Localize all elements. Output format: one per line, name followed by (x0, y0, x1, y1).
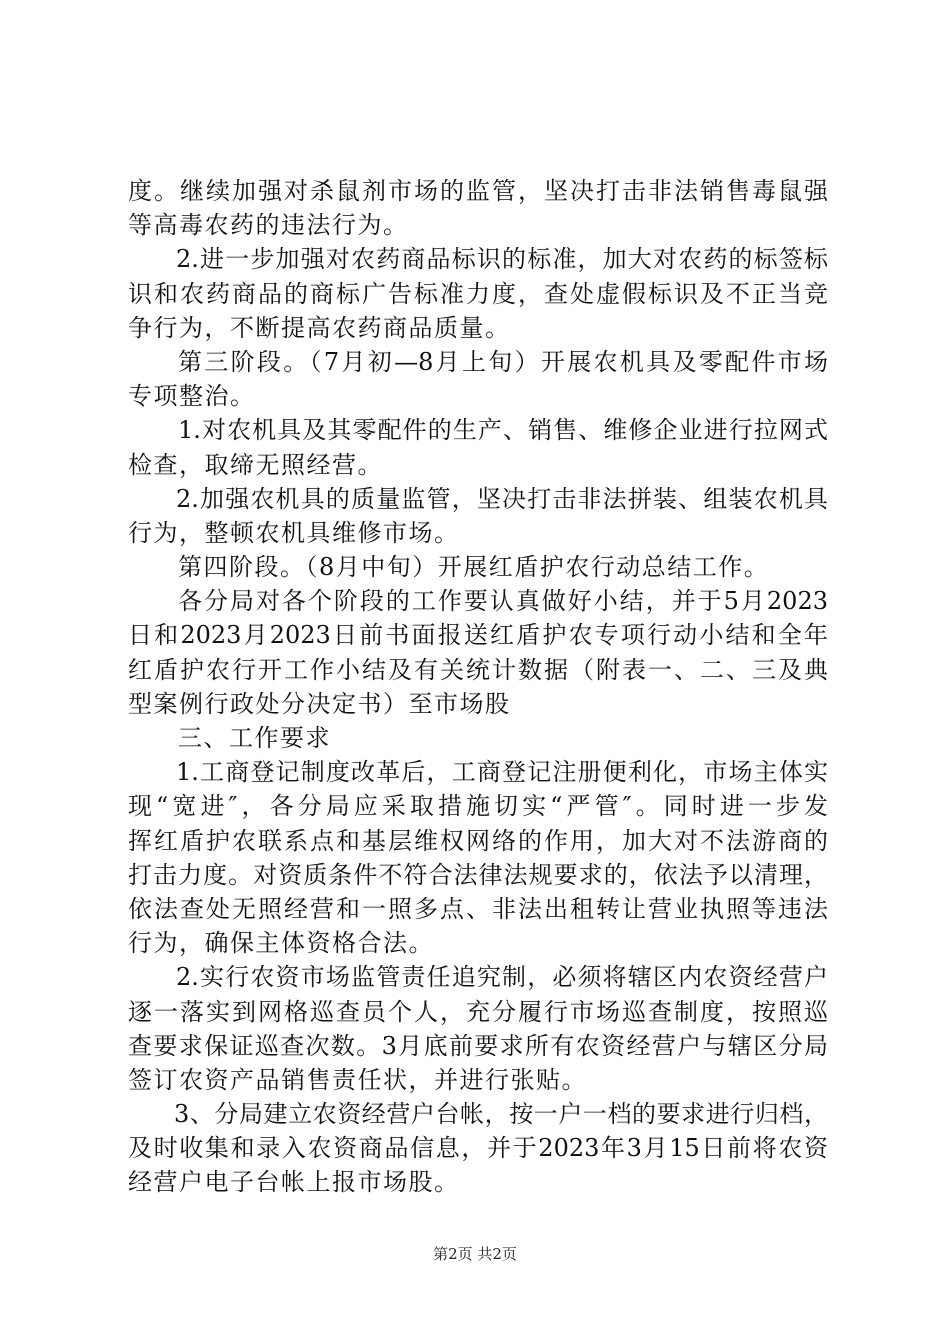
text-line: 日和2023月2023日前书面报送红盾护农专项行动小结和全年 (128, 621, 828, 650)
text-line: 检查，取缔无照经营。 (128, 450, 383, 479)
text-line: 打击力度。对资质条件不符合法律法规要求的，依法予以清理， (128, 860, 828, 889)
section-heading: 三、工作要求 (178, 724, 331, 752)
text-line: 及时收集和录入农资商品信息，并于2023年3月15日前将农资 (128, 1134, 828, 1163)
text-line: 专项整治。 (128, 382, 256, 411)
text-line: 3、分局建立农资经营户台帐，按一户一档的要求进行归档， (174, 1100, 828, 1129)
section-heading: 第四阶段。（8月中旬）开展红盾护农行动总结工作。 (178, 553, 770, 582)
page-footer: 第2页 共2页 (433, 1245, 517, 1263)
text-line: 度。继续加强对杀鼠剂市场的监管，坚决打击非法销售毒鼠强 (128, 177, 828, 205)
text-line: 挥红盾护农联系点和基层维权网络的作用，加大对不法游商的 (128, 826, 828, 855)
section-heading: 第三阶段。（7月初—8月上旬）开展农机具及零配件市场 (178, 347, 828, 376)
text-line: 1.工商登记制度改革后，工商登记注册便利化，市场主体实 (176, 758, 828, 787)
text-line: 争行为，不断提高农药商品质量。 (128, 313, 511, 342)
text-line: 依法查处无照经营和一照多点、非法出租转让营业执照等违法 (128, 894, 828, 923)
text-line: 2.加强农机具的质量监管，坚决打击非法拼装、组装农机具 (176, 484, 828, 513)
text-line: 各分局对各个阶段的工作要认真做好小结，并于5月2023 (178, 587, 828, 616)
text-line: 2.实行农资市场监管责任追究制，必须将辖区内农资经营户 (176, 963, 828, 992)
text-line: 识和农药商品的商标广告标准力度，查处虚假标识及不正当竞 (128, 279, 828, 308)
text-line: 行为，整顿农机具维修市场。 (128, 518, 460, 547)
text-line: 1.对农机具及其零配件的生产、销售、维修企业进行拉网式 (178, 416, 828, 445)
text-line: 2.进一步加强对农药商品标识的标准，加大对农药的标签标 (176, 245, 828, 274)
text-line: 现“宽进″，各分局应采取措施切实“严管″。同时进一步发 (128, 792, 828, 821)
text-line: 签订农资产品销售责任状，并进行张贴。 (128, 1065, 587, 1094)
document-body (128, 174, 828, 1200)
text-line: 查要求保证巡查次数。3月底前要求所有农资经营户与辖区分局 (128, 1031, 828, 1060)
text-line: 逐一落实到网格巡查员个人，充分履行市场巡查制度，按照巡 (128, 997, 828, 1026)
text-line: 等高毒农药的违法行为。 (128, 211, 409, 240)
text-line: 行为，确保主体资格合法。 (128, 929, 434, 958)
text-line: 经营户电子台帐上报市场股。 (128, 1168, 460, 1197)
text-line: 红盾护农行开工作小结及有关统计数据（附表一、二、三及典 (128, 655, 828, 684)
text-line: 型案例行政处分决定书）至市场股 (128, 689, 511, 718)
